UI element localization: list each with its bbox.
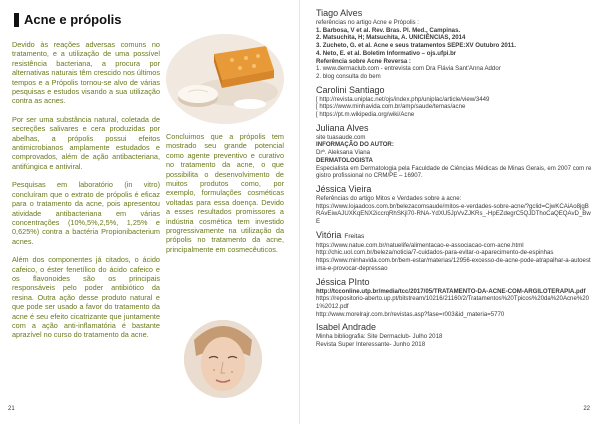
reference-line: 2. blog consulta do bem — [316, 72, 381, 80]
page-title: Acne e própolis — [24, 12, 122, 27]
page-number: 21 — [8, 406, 15, 412]
reference-block — [316, 322, 592, 348]
reference-line: https://www.minhavida.com.br/bem-estar/materias/12956-excesso-de-acne-pode-atrapalhar-a-autoestima-e-provocar-depressao — [316, 257, 591, 272]
reference-line: site tuasaude.com — [316, 133, 366, 141]
author-name-text: Carolini Santiago — [316, 84, 385, 95]
reference-line: Referência sobre Acne Reversa : — [316, 57, 411, 65]
reference-line: https://www.natue.com.br/natuelife/alimentacao-e-associacao-com-acne.html — [316, 241, 524, 249]
author-name-text: Jéssica PInto — [316, 276, 370, 287]
author-name-text: Vitória — [316, 229, 342, 240]
reference-line: INFORMAÇÃO DO AUTOR: — [316, 141, 394, 149]
reference-line: [ https://www.minhavida.com.br/amp/saude/temas/acne — [316, 103, 466, 111]
author-name-text: Tiago Alves — [316, 8, 363, 18]
paragraph: Devido às reações adversas comuns no tratamento, e a utilização de uma possível resistência bacteriana, a procura por alternativas naturais têm crescido nos últimos tempos e a Própolis tornou-se alvo de várias pesquisas e estudos visando a sua utilização contra as acnes. — [12, 40, 160, 106]
reference-line: http://www.morelrajr.com.br/revistas.asp?fase=r003&id_materia=5770 — [316, 310, 505, 318]
propolis-cosmetics-photo — [166, 34, 284, 124]
reference-line: 4. Neto, E. et al. Boletim Informativo – ojs.ufpi.br — [316, 49, 457, 57]
author-name-suffix: Freitas — [344, 232, 365, 240]
reference-block — [316, 230, 592, 273]
right-page — [300, 0, 600, 424]
woman-face-photo — [184, 320, 262, 398]
reference-block — [316, 277, 592, 319]
title-bar — [14, 12, 122, 27]
title-marker — [14, 13, 19, 27]
author-name — [316, 230, 592, 242]
reference-line: referências no artigo Acne e Própolis : — [316, 19, 419, 26]
reference-line: http://chic.uol.com.br/beleza/noticia/7-cuidados-para-evitar-o-aparecimento-de-espinhas — [316, 249, 554, 257]
reference-list — [316, 8, 592, 353]
paragraph: Por ser uma substância natural, coletada de secreções salivares e cera produzidas por abelhas, a própolis possui efeitos antimicrobianos amplamente estudados e comprovados, além de ação antibacteriana, antifúngica e antiviral. — [12, 114, 160, 171]
author-name-text: Jéssica Vieira — [316, 183, 372, 194]
author-name — [316, 85, 592, 96]
reference-line: Minha bibliografia: Site Dermaclub- Julho 2018 — [316, 333, 443, 341]
reference-line: DERMATOLOGISTA — [316, 156, 373, 164]
reference-line: Especialista em Dermatologia pela Faculdade de Ciências Médicas de Minas Gerais, em 2007 com registro profissional no CRM/PE – 16907. — [316, 164, 592, 180]
woman-face-illustration — [184, 320, 262, 398]
author-name-text: Isabel Andrade — [316, 322, 377, 333]
reference-block — [316, 123, 592, 180]
paragraph: Pesquisas em laboratório (in vitro) concluíram que o extrato de própolis é eficaz para o tratamento da acne, pois apresentou atividade antibacteriana em várias concentrações (10%,5%,2,5%, 1,25% e 0,625%) contra a bactéria Propionibacterium acnes. — [12, 180, 160, 246]
reference-block — [316, 8, 592, 81]
author-name — [316, 322, 592, 333]
reference-line: https://www.lojaadcos.com.br/belezacomsaude/mitos-e-verdades-sobre-acne/?gclid=CjwKCAiAo8jgBRAvEiwAJUXKqENX2iccrqRhSKjl70-RNA-YdXU5JpVvZJKRs_-HpEZdegrC5QJDThoCaQEQAvD_BwE — [316, 202, 591, 226]
author-name — [316, 277, 592, 288]
page-number: 22 — [583, 406, 590, 412]
reference-line: [ http://revista.uniplac.net/ojs/index.php/uniplac/article/view/3449 — [316, 95, 490, 103]
reference-line: Referências do artigo Mitos e Verdades sobre a acne: — [316, 194, 462, 202]
reference-line: Revista Super Interessante- Junho 2018 — [316, 341, 426, 349]
author-name — [316, 8, 592, 19]
reference-line: http://tcconline.utp.br/media/tcc/2017/05/TRATAMENTO-DA-ACNE-COM-ARGILOTERAPIA.pdf — [316, 287, 586, 295]
author-name — [316, 123, 592, 134]
reference-line: 3. Zucheto, G. et al. Acne e seus tratamentos SEPE:XV Outubro 2011. — [316, 42, 516, 50]
reference-line: [ https://pt.m.wikipedia.org/wiki/Acne — [316, 111, 415, 119]
article-column-left — [12, 40, 160, 349]
reference-line: 2. Matsuchita, H; Matsuchita, A. UNICIÊNCIAS, 2014 — [316, 34, 466, 42]
reference-line: 1. Barbosa, V et al. Rev. Bras. Pl. Med., Campinas. — [316, 26, 461, 34]
reference-block — [316, 85, 592, 119]
propolis-cosmetics-illustration — [166, 34, 284, 124]
reference-block — [316, 184, 592, 226]
article-column-right: Concluimos que a própolis tem mostrado seu grande potencial como agente preventivo e curativo no tratamento da acne, o que possibilita o desenvolvimento de muitos produtos como, por exemplo, formulações cosméticas voltadas para essa doença. Devido a esses resultados promissores a indústria cosmética tem investido progressivamente na utilização da própolis no tratamento da acne, principalmente em cosmecêuticos. — [166, 132, 284, 254]
paragraph: Além dos componentes já citados, o ácido cafeico, o éster fenetílico do ácido cafeico e os flavonoides são os principais responsáveis pelo poder antibiótico da resina. Outra ação desse produto natural e que pode ser usado a favor do tratamento da acne é seu efeito cicatrizante que juntamente com a ação anti-inflamatória é bastante aprazível no curso do tratamento da acne. — [12, 255, 160, 340]
author-name — [316, 184, 592, 195]
reference-line: Drª. Aleksana Viana — [316, 149, 370, 157]
reference-line: https://repositorio-aberto.up.pt/bitstream/10216/21160/2/Tratamentos%20Tpicos%20da%20Acne%201%2012.pdf — [316, 295, 590, 310]
reference-line: 1. www.dermaclub.com - entrevista com Dra Flávia Sant'Anna Addor — [316, 65, 501, 73]
author-name-text: Juliana Alves — [316, 122, 369, 133]
